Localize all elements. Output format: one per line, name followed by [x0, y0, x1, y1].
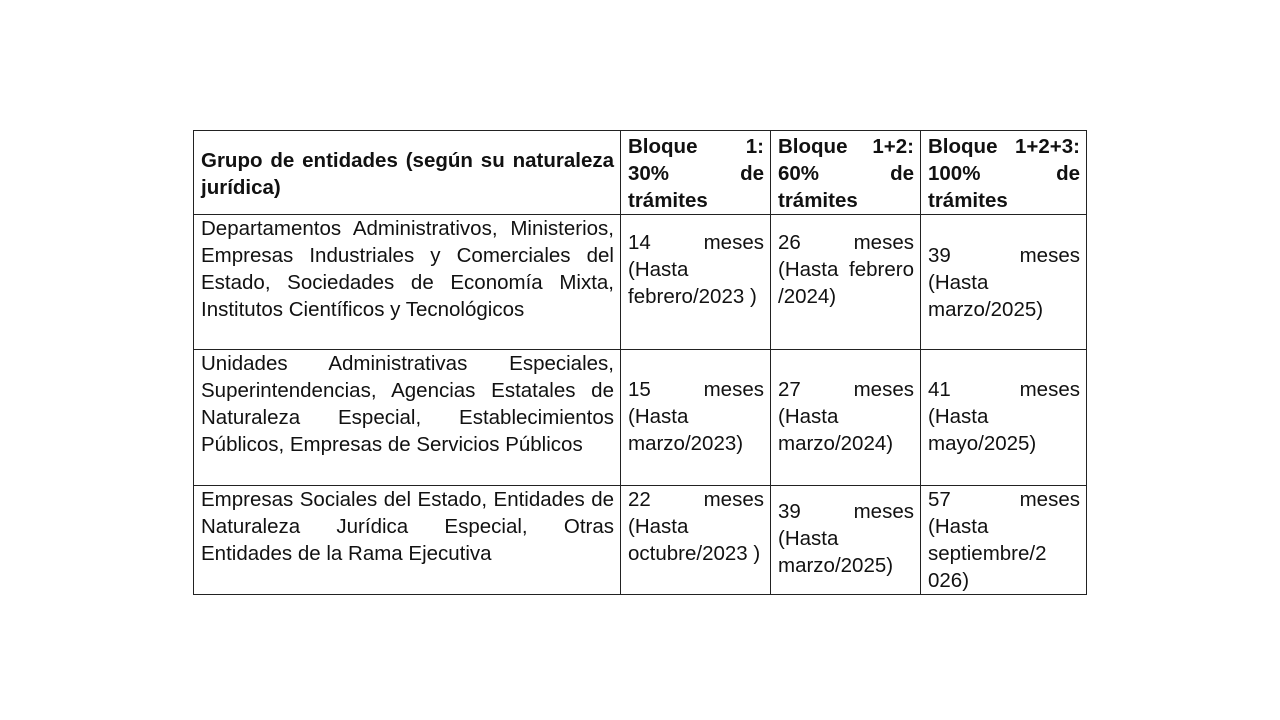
table-row [194, 350, 1087, 486]
bloque-1-cell: 14 meses (Hasta febrero/2023 ) [621, 215, 771, 350]
bloque-1-2-cell: 27 meses (Hasta marzo/2024) [771, 350, 921, 486]
bloque-1-2-3-cell: 57 meses (Hasta septiembre/2 026) [921, 486, 1087, 595]
header-bloque-1-2-3: Bloque 1+2+3: 100% de trámites [921, 131, 1087, 215]
bloque-1-2-cell: 39 meses (Hasta marzo/2025) [771, 486, 921, 595]
group-cell: Unidades Administrativas Especiales, Superintendencias, Agencias Estatales de Naturaleza Especial, Establecimientos Públicos, Empresas de Servicios Públicos [194, 350, 621, 486]
bloque-1-2-3-cell: 39 meses (Hasta marzo/2025) [921, 215, 1087, 350]
bloque-1-2-3-cell: 41 meses (Hasta mayo/2025) [921, 350, 1087, 486]
bloque-1-cell: 15 meses (Hasta marzo/2023) [621, 350, 771, 486]
header-bloque-1: Bloque 1: 30% de trámites [621, 131, 771, 215]
bloque-1-cell: 22 meses (Hasta octubre/2023 ) [621, 486, 771, 595]
bloque-1-2-cell: 26 meses (Hasta febrero /2024) [771, 215, 921, 350]
table-header-row [194, 131, 1087, 215]
header-group: Grupo de entidades (según su naturaleza jurídica) [194, 131, 621, 215]
header-bloque-1-2: Bloque 1+2: 60% de trámites [771, 131, 921, 215]
group-cell: Empresas Sociales del Estado, Entidades de Naturaleza Jurídica Especial, Otras Entidades de la Rama Ejecutiva [194, 486, 621, 595]
table-row [194, 486, 1087, 595]
table-row [194, 215, 1087, 350]
schedule-table [193, 130, 1087, 595]
group-cell: Departamentos Administrativos, Ministerios, Empresas Industriales y Comerciales del Estado, Sociedades de Economía Mixta, Institutos Científicos y Tecnológicos [194, 215, 621, 350]
